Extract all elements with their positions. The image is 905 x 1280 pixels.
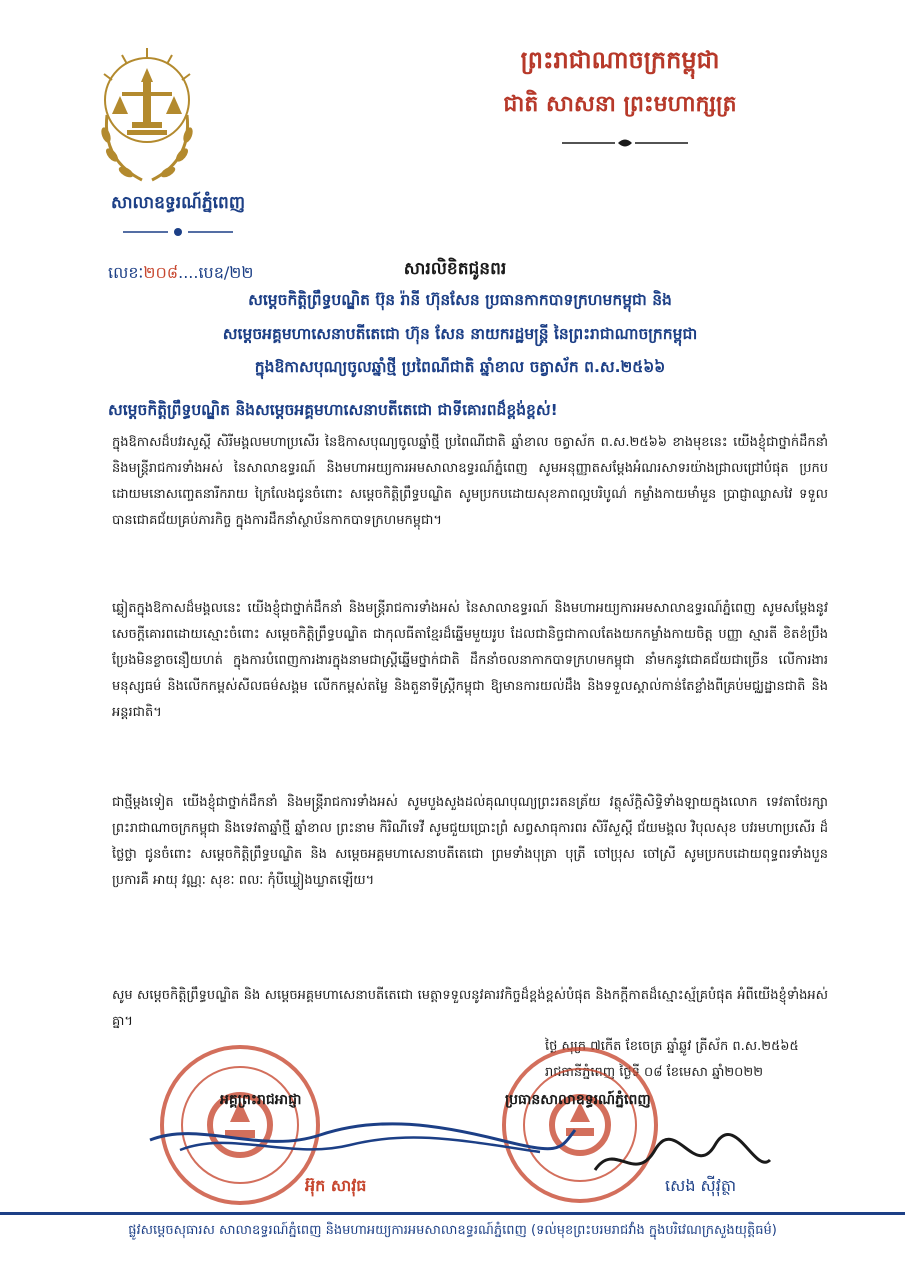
reference-number bbox=[108, 262, 253, 286]
signatory-name-left: អ៊ុក សាវុធ bbox=[305, 1176, 367, 1195]
kingdom-title: ព្រះរាជាណាចក្រកម្ពុជា bbox=[520, 46, 720, 74]
solar-date: រាជធានីភ្នំពេញ ថ្ងៃទី ០៨ ខែមេសា ឆ្នាំ២០២២ bbox=[545, 1065, 764, 1080]
paragraph-3: ជាថ្មីម្តងទៀត យើងខ្ញុំជាថ្នាក់ដឹកនាំ និងមន្ត្រីរាជការទាំងអស់ សូមបួងសួងដល់គុណបុណ្យព្រះរតនត្រ័យ វត្ថុស័ក្តិសិទ្ធិទាំងឡាយក្នុងលោក ទេវតាថែរក្សាព្រះរាជាណាចក្រកម្ពុជា និងទេវតាឆ្នាំថ្មី ឆ្នាំខាល ព្រះនាម កិរិណីទេវី សូមជួយប្រោះព្រំ សព្វសាធុការពរ សិរីសួស្តី ជ័យមង្គល វិបុលសុខ បវរមហាប្រសើរ ដ៏ថ្លៃថ្លា ជូនចំពោះ សម្តេចកិត្តិព្រឹទ្ធបណ្ឌិត និង សម្តេចអគ្គមហាសេនាបតីតេជោ ព្រមទាំងបុត្រា បុត្រី ចៅប្រុស ចៅស្រី សូមប្រកបដោយពុទ្ធពរទាំងបួនប្រការគឺ អាយុ វណ្ណៈ សុខៈ ពលៈ កុំបីឃ្លៀងឃ្លាតឡើយ។ bbox=[112, 795, 828, 888]
paragraph-4: សូម សម្តេចកិត្តិព្រឹទ្ធបណ្ឌិត និង សម្តេចអគ្គមហាសេនាបតីតេជោ មេត្តាទទួលនូវគារវកិច្ចដ៏ខ្ពង់ខ្ពស់បំផុត និងកក្តីកាតដ៏ស្មោះស្ម័គ្របំផុត អំពីយើងខ្ញុំទាំងអស់គ្នា។ bbox=[112, 988, 828, 1029]
signature-left bbox=[140, 1110, 580, 1170]
title-line-1: សម្តេចកិត្តិព្រឹទ្ធបណ្ឌិត ប៊ុន រ៉ានី ហ៊ុនសែន ប្រធានកាកបាទក្រហមកម្ពុជា និង bbox=[248, 291, 672, 309]
paragraph-2: ឆ្លៀតក្នុងឱកាសដ៏មង្គលនេះ យើងខ្ញុំជាថ្នាក់ដឹកនាំ និងមន្ត្រីរាជការទាំងអស់ នៃសាលាឧទ្ធរណ៍ និងមហាអយ្យការអមសាលាឧទ្ធរណ៍ភ្នំពេញ សូមសម្តែងនូវសេចក្តីគោរពដោយស្មោះចំពោះ សម្តេចកិត្តិព្រឹទ្ធបណ្ឌិត ជាកុលធីតាខ្មែរដ៏ឆ្នើមមួយរូប ដែលជានិច្ចជាកាលតែងយកកម្លាំងកាយចិត្ត បញ្ញា ស្មារតី ខិតខំប្រឹងប្រែងមិនខ្លាចនឿយហត់ ក្នុងការបំពេញការងារក្នុងនាមជាស្ត្រីឆ្នើមថ្នាក់ជាតិ ដឹកនាំចលនាកាកបាទក្រហមកម្ពុជា នាំមកនូវជោគជ័យជាច្រើន លើការងារមនុស្សធម៌ និងលើកកម្ពស់សីលធម៌សង្គម លើកកម្ពស់តម្លៃ និងតួនាទីស្ត្រីកម្ពុជា ឱ្យមានការយល់ដឹង និងទទួលស្គាល់កាន់តែខ្លាំងពីគ្រប់មជ្ឈដ្ឋានជាតិ និងអន្តរជាតិ។ bbox=[112, 601, 828, 720]
reference-suffix: ....បេឧ/២២ bbox=[178, 263, 254, 282]
national-motto: ជាតិ សាសនា ព្រះមហាក្សត្រ bbox=[503, 92, 737, 117]
reference-number-value: ២០៨ bbox=[143, 263, 179, 282]
signatory-title-left: អគ្គព្រះរាជអាជ្ញា bbox=[220, 1092, 302, 1108]
lunar-date: ថ្ងៃ សុក្រ ៧កើត ខែចេត្រ ឆ្នាំឆ្លូវ ត្រីស័ក ព.ស.២៥៦៥ bbox=[545, 1039, 799, 1054]
reference-prefix: លេខៈ bbox=[108, 263, 144, 282]
footer-address: ផ្លូវសម្តេចសុធារស សាលាឧទ្ធរណ៍ភ្នំពេញ និងមហាអយ្យការអមសាលាឧទ្ធរណ៍ភ្នំពេញ (ទល់មុខព្រះបរមរាជវាំង ក្នុងបរិវេណក្រសួងយុត្តិធម៌) bbox=[128, 1223, 777, 1238]
title-line-2: សម្តេចអគ្គមហាសេនាបតីតេជោ ហ៊ុន សែន នាយករដ្ឋមន្ត្រី នៃព្រះរាជាណាចក្រកម្ពុជា bbox=[222, 325, 698, 343]
document-type: សារលិខិតជូនពរ bbox=[403, 259, 507, 279]
footer-divider bbox=[0, 1212, 905, 1215]
court-name: សាលាឧទ្ធរណ៍ភ្នំពេញ bbox=[110, 193, 246, 213]
paragraph-1: ក្នុងឱកាសដ៏បវរសួស្តី សិរីមង្គលមហាប្រសើរ នៃឱកាសបុណ្យចូលឆ្នាំថ្មី ប្រពៃណីជាតិ ឆ្នាំខាល ចត្វាស័ក ព.ស.២៥៦៦ ខាងមុខនេះ យើងខ្ញុំជាថ្នាក់ដឹកនាំ និងមន្ត្រីរាជការទាំងអស់ នៃសាលាឧទ្ធរណ៍ និងមហាអយ្យការអមសាលាឧទ្ធរណ៍ភ្នំពេញ សូមអនុញ្ញាតសម្តែងអំណរសាទរយ៉ាងជ្រាលជ្រៅបំផុត ប្រកបដោយមនោសញ្ចេតនារីករាយ ក្រៃលែងជូនចំពោះ សម្តេចកិត្តិព្រឹទ្ធបណ្ឌិត សូមប្រកបដោយសុខភាពល្អបរិបូណ៌ កម្លាំងកាយមាំមួន ប្រាជ្ញាឈ្លាសវៃ ទទួលបានជោគជ័យគ្រប់ភារកិច្ច ក្នុងការដឹកនាំស្ថាប័នកាកបាទក្រហមកម្ពុជា។ bbox=[112, 435, 828, 528]
ornament-divider bbox=[118, 226, 238, 238]
ornament-divider bbox=[560, 136, 690, 150]
salutation: សម្តេចកិត្តិព្រឹទ្ធបណ្ឌិត និងសម្តេចអគ្គមហាសេនាបតីតេជោ ជាទីគោរពដ៏ខ្ពង់ខ្ពស់! bbox=[108, 401, 558, 419]
signatory-title-right: ប្រធានសាលាឧទ្ធរណ៍ភ្នំពេញ bbox=[505, 1092, 651, 1108]
signatory-name-right: សេង ស៊ីវុត្ថា bbox=[665, 1176, 737, 1195]
title-line-3: ក្នុងឱកាសបុណ្យចូលឆ្នាំថ្មី ប្រពៃណីជាតិ ឆ្នាំខាល ចត្វាស័ក ព.ស.២៥៦៦ bbox=[254, 358, 666, 376]
court-emblem bbox=[92, 40, 202, 190]
